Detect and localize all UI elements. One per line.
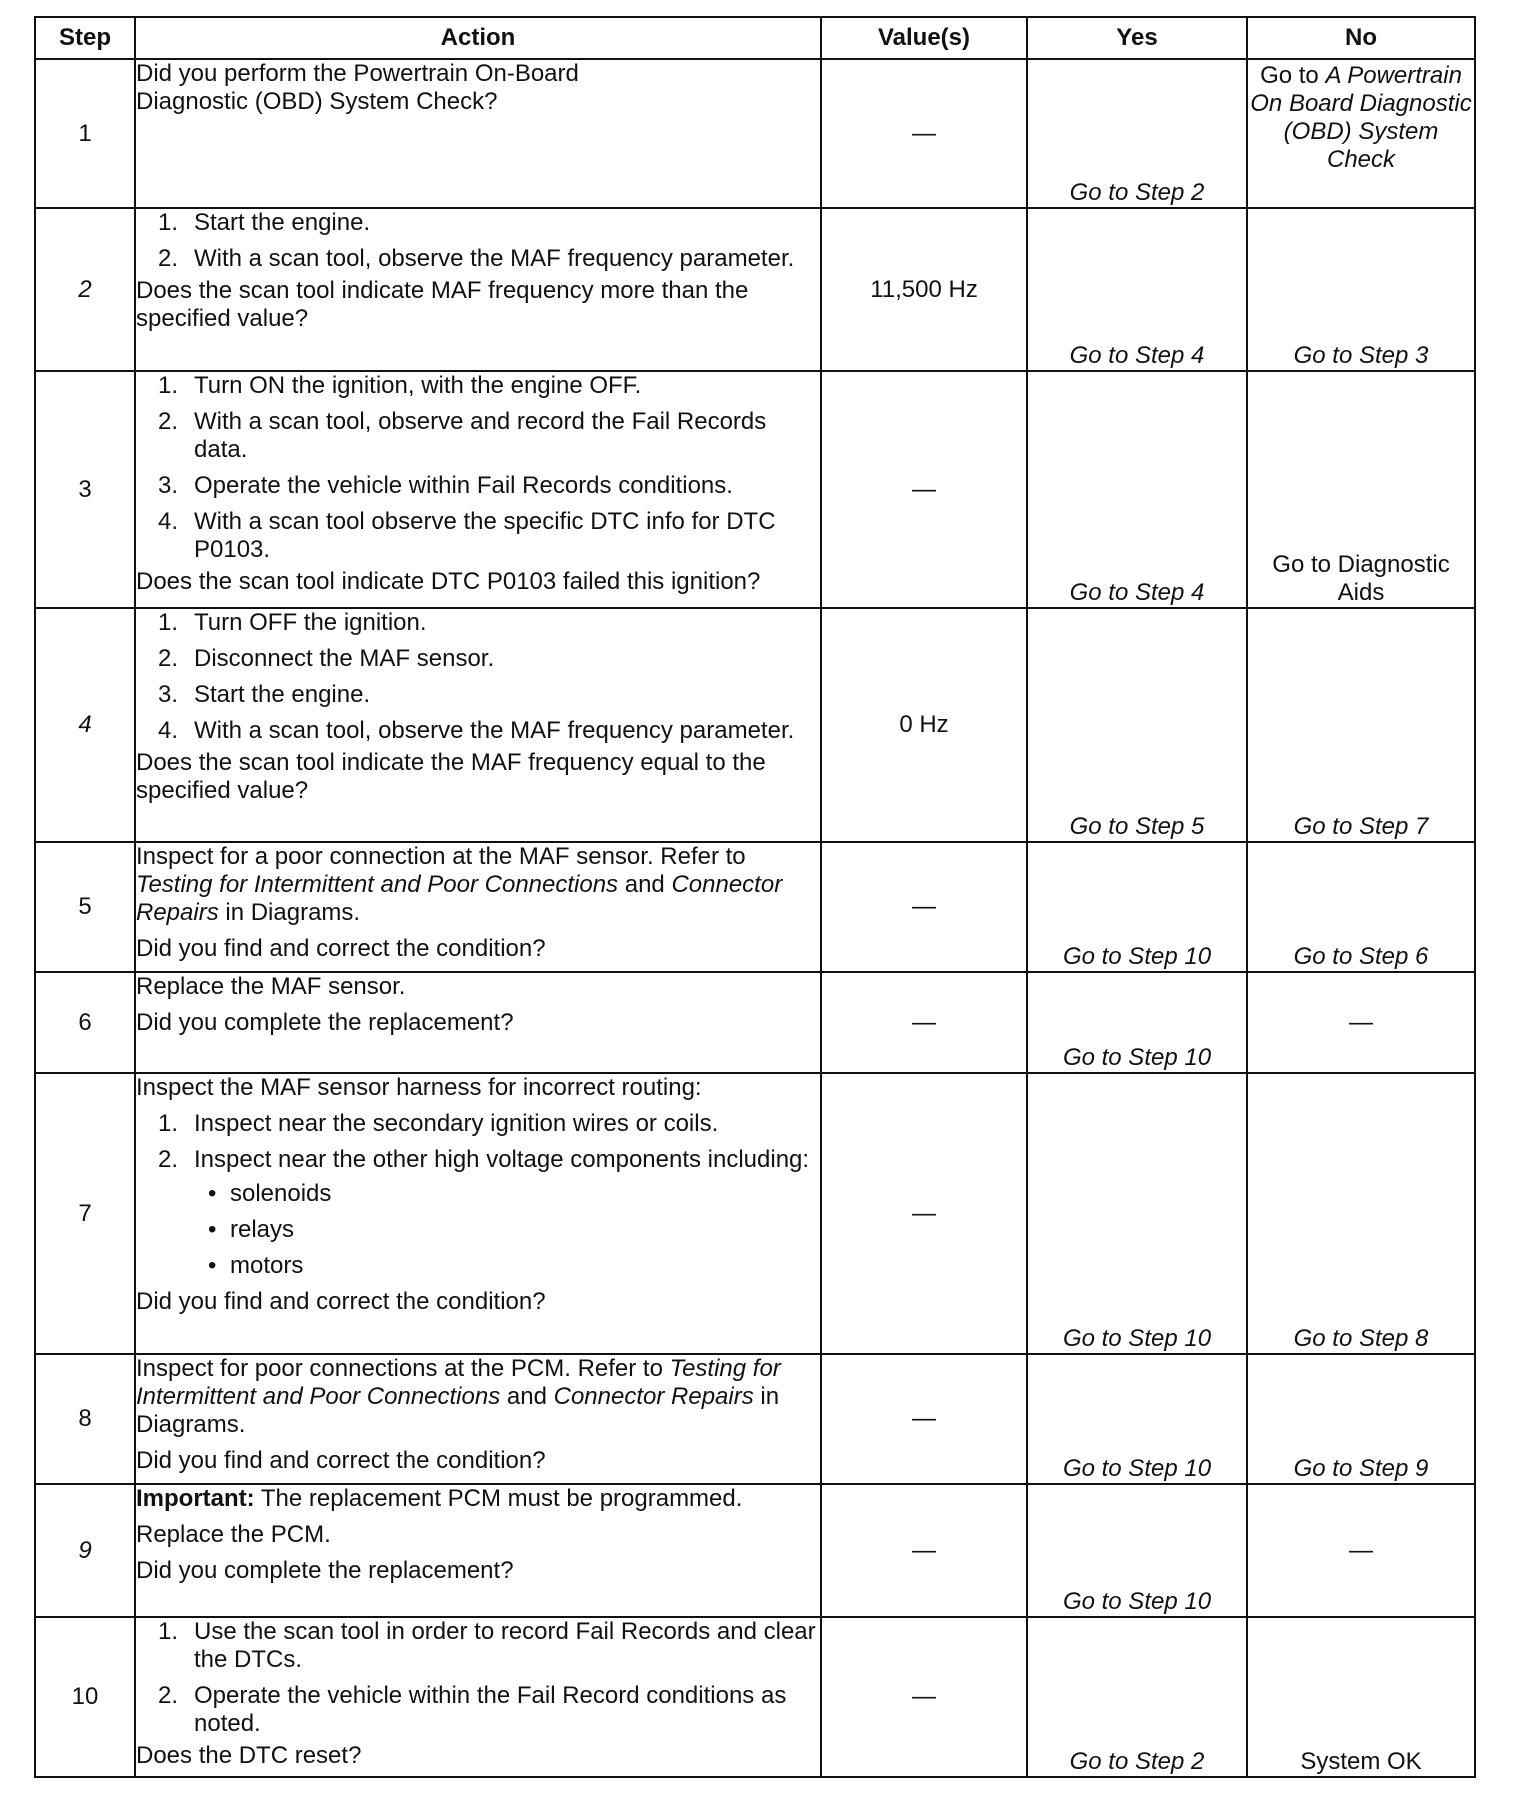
table-row: [35, 208, 1475, 371]
table-row: [35, 1617, 1475, 1777]
header-no: No: [1247, 17, 1475, 59]
action-text: Replace the PCM.: [136, 1521, 331, 1548]
action-step: 4. With a scan tool observe the specific DTC info for DTC P0103.: [158, 508, 776, 563]
action-question: Did you find and correct the condition?: [136, 1447, 546, 1474]
action-step: 3. Start the engine.: [158, 681, 371, 708]
action-text: Inspect the MAF sensor harness for incorrect routing:: [136, 1074, 702, 1101]
action-question: Did you complete the replacement?: [136, 1557, 514, 1584]
action-text: Inspect for poor connections at the PCM. Refer to Testing for Intermittent and Poor Connections and Connector Repairs in Diagrams.: [136, 1355, 781, 1438]
action-step: 1. Inspect near the secondary ignition wires or coils.: [158, 1110, 719, 1137]
action-step: 1. Start the engine.: [158, 209, 371, 236]
step-number: 3: [35, 371, 135, 608]
table-row: [35, 608, 1475, 842]
no-link: —: [1247, 972, 1475, 1073]
action-step: 3. Operate the vehicle within Fail Records conditions.: [158, 472, 733, 499]
action-step: 4. With a scan tool, observe the MAF frequency parameter.: [158, 717, 795, 744]
table-row: [35, 1073, 1475, 1354]
step-number: 5: [35, 842, 135, 972]
step-number: 9: [35, 1484, 135, 1617]
yes-link: Go to Step 10: [1027, 1354, 1247, 1484]
action-cell: [135, 371, 821, 608]
action-step: 2. Operate the vehicle within the Fail Record conditions as noted.: [158, 1682, 787, 1737]
action-steps: [136, 609, 820, 745]
step-number: 7: [35, 1073, 135, 1354]
no-link: Go to Diagnostic Aids: [1247, 371, 1475, 608]
no-link: Go to Step 7: [1247, 608, 1475, 842]
value-cell: —: [821, 59, 1027, 208]
table-row: [35, 371, 1475, 608]
action-text: Replace the MAF sensor.: [136, 973, 406, 1000]
header-values: Value(s): [821, 17, 1027, 59]
table-row: [35, 1354, 1475, 1484]
action-question: Does the scan tool indicate the MAF frequency equal to the specified value?: [136, 749, 766, 804]
value-cell: 11,500 Hz: [821, 208, 1027, 371]
action-steps: [136, 372, 820, 564]
yes-link: Go to Step 10: [1027, 842, 1247, 972]
no-link: A Powertrain On Board Diagnostic (OBD) System Check: [1250, 62, 1472, 173]
action-question: Did you find and correct the condition?: [136, 1288, 546, 1315]
action-text: Did you perform the Powertrain On-Board: [136, 60, 579, 87]
action-question: Did you complete the replacement?: [136, 1009, 514, 1036]
action-steps: [136, 209, 820, 273]
action-question: Did you find and correct the condition?: [136, 935, 546, 962]
action-step: 2. With a scan tool, observe and record the Fail Records data.: [158, 408, 767, 463]
yes-link: Go to Step 10: [1027, 972, 1247, 1073]
no-link: System OK: [1247, 1617, 1475, 1777]
step-number: 8: [35, 1354, 135, 1484]
value-cell: —: [821, 972, 1027, 1073]
action-steps: [136, 1110, 820, 1280]
action-step: 1. Turn OFF the ignition.: [158, 609, 427, 636]
table-row: [35, 842, 1475, 972]
action-cell: [135, 59, 821, 208]
action-cell: [135, 972, 821, 1073]
value-cell: —: [821, 371, 1027, 608]
yes-link: Go to Step 4: [1027, 371, 1247, 608]
action-text: Inspect for a poor connection at the MAF sensor. Refer to Testing for Intermittent and Poor Connections and Connector Repairs in Diagrams.: [136, 843, 783, 926]
action-cell: [135, 842, 821, 972]
header-row: [35, 17, 1475, 59]
step-number: 10: [35, 1617, 135, 1777]
yes-link: Go to Step 10: [1027, 1073, 1247, 1354]
table-row: [35, 1484, 1475, 1617]
component-list: [194, 1180, 820, 1280]
yes-link: Go to Step 2: [1027, 1617, 1247, 1777]
value-cell: —: [821, 1354, 1027, 1484]
yes-link: Go to Step 5: [1027, 608, 1247, 842]
action-cell: [135, 1073, 821, 1354]
action-question: Does the DTC reset?: [136, 1742, 362, 1769]
action-cell: [135, 1617, 821, 1777]
no-link: Go to Step 3: [1247, 208, 1475, 371]
no-link: —: [1247, 1484, 1475, 1617]
yes-link: Go to Step 2: [1027, 59, 1247, 208]
value-cell: —: [821, 1617, 1027, 1777]
yes-link: Go to Step 4: [1027, 208, 1247, 371]
value-cell: —: [821, 842, 1027, 972]
list-item: • motors: [208, 1252, 304, 1279]
no-link: Go to Step 6: [1247, 842, 1475, 972]
action-question: Does the scan tool indicate DTC P0103 failed this ignition?: [136, 568, 761, 595]
step-number: 6: [35, 972, 135, 1073]
action-step: 1. Turn ON the ignition, with the engine OFF.: [158, 372, 642, 399]
no-link: Go to Step 9: [1247, 1354, 1475, 1484]
no-cell: [1247, 59, 1475, 208]
action-step: 2. Disconnect the MAF sensor.: [158, 645, 495, 672]
action-cell: [135, 1354, 821, 1484]
action-cell: [135, 208, 821, 371]
header-action: Action: [135, 17, 821, 59]
list-item: • solenoids: [208, 1180, 332, 1207]
value-cell: —: [821, 1484, 1027, 1617]
header-step: Step: [35, 17, 135, 59]
action-cell: [135, 608, 821, 842]
yes-link: Go to Step 10: [1027, 1484, 1247, 1617]
header-yes: Yes: [1027, 17, 1247, 59]
no-link: Go to Step 8: [1247, 1073, 1475, 1354]
no-prefix: Go to: [1260, 62, 1326, 89]
step-number: 1: [35, 59, 135, 208]
list-item: • relays: [208, 1216, 295, 1243]
table-row: [35, 972, 1475, 1073]
important-note: Important: The replacement PCM must be programmed.: [136, 1485, 743, 1512]
action-question: Does the scan tool indicate MAF frequency more than the specified value?: [136, 277, 749, 332]
value-cell: —: [821, 1073, 1027, 1354]
action-cell: [135, 1484, 821, 1617]
value-cell: 0 Hz: [821, 608, 1027, 842]
action-step: 2. With a scan tool, observe the MAF frequency parameter.: [158, 245, 795, 272]
step-number: 4: [35, 608, 135, 842]
action-text: Diagnostic (OBD) System Check?: [136, 88, 498, 115]
table-row: [35, 59, 1475, 208]
diagnostic-table: [34, 16, 1476, 1778]
step-number: 2: [35, 208, 135, 371]
action-step: 2. Inspect near the other high voltage components including: • solenoids • relays • motors: [136, 1146, 820, 1280]
action-steps: [136, 1618, 820, 1738]
action-step: 1. Use the scan tool in order to record Fail Records and clear the DTCs.: [158, 1618, 816, 1673]
